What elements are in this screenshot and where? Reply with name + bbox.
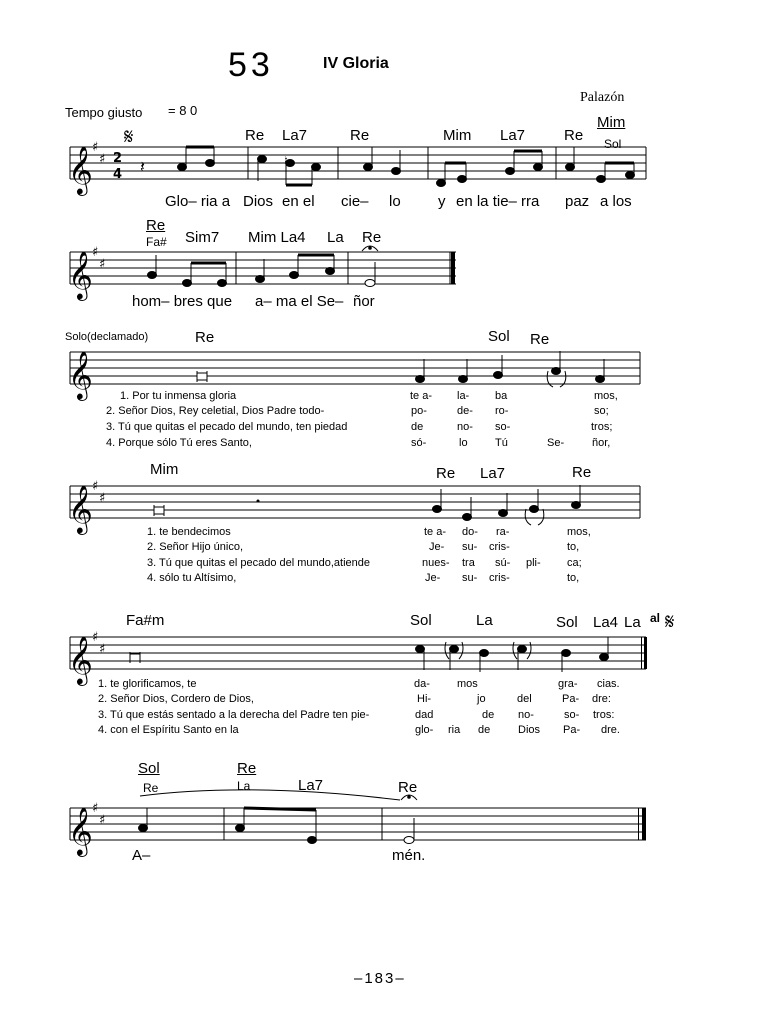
treble-clef-icon: 𝄞 (68, 635, 93, 684)
syllable: só- (411, 437, 427, 449)
syllable: dad (415, 709, 434, 721)
chord-symbol: Re (572, 464, 592, 481)
syllable: sú- (495, 557, 511, 569)
chord-symbol: Re (530, 331, 550, 348)
chord-symbol-bass: La (237, 779, 251, 793)
syllable: de (482, 709, 495, 721)
syllable: ria (448, 724, 461, 736)
syllable: del (517, 693, 532, 705)
chord-symbol: Sol (410, 612, 432, 629)
time-signature (113, 151, 122, 182)
lyric-syllable: ñor (353, 293, 375, 310)
syllable: to, (567, 541, 580, 553)
chord-symbol: Sol (488, 328, 510, 345)
lyric-syllable: lo (389, 193, 401, 210)
lyric-syllable: A– (132, 847, 151, 864)
verse-text: 3. Tú que estás sentado a la derecha del Padre ten pie- (98, 709, 370, 721)
chord-symbol: Re (362, 229, 382, 246)
syllable: tros: (593, 709, 615, 721)
chord-symbol: La (476, 612, 493, 629)
syllable: Tú (495, 437, 508, 449)
syllable: Je- (425, 572, 441, 584)
syllable: to, (567, 572, 580, 584)
chord-symbol: La7 (480, 465, 506, 482)
syllable: te a- (424, 526, 447, 538)
chord-symbol: Re (564, 127, 584, 144)
syllable: no- (457, 421, 473, 433)
syllable: ro- (495, 405, 509, 417)
syllable: cias. (597, 678, 620, 690)
chord-symbol: La7 (282, 127, 308, 144)
syllable: so- (495, 421, 511, 433)
chord-symbol: Sol (556, 614, 578, 631)
sharp-icon: ♯ (92, 630, 99, 645)
tempo-marking: Tempo giusto (65, 105, 143, 120)
syllable: la- (457, 390, 470, 402)
syllable: no- (518, 709, 534, 721)
svg-text:4: 4 (113, 167, 123, 182)
chord-symbol-bass: Sol (604, 137, 622, 151)
treble-clef-icon: 𝄞 (68, 806, 93, 855)
syllable: Pa- (563, 724, 581, 736)
chord-symbol: La7 (298, 777, 324, 794)
chord-symbol: La (624, 614, 641, 631)
syllable: Se- (547, 437, 565, 449)
chord-symbol: Re (245, 127, 265, 144)
lyric-syllable: cie– (341, 193, 369, 210)
metronome-value: = 8 0 (168, 103, 198, 118)
syllable: te a- (410, 390, 433, 402)
chord-symbol-top: Mim (597, 114, 626, 131)
sharp-icon: ♯ (99, 813, 106, 828)
verse-text: 4. sólo tu Altísimo, (147, 572, 237, 584)
chord-symbol: La4 (593, 614, 619, 631)
lyric-syllable: paz (565, 193, 590, 210)
syllable: de (411, 421, 424, 433)
chord-symbol: La (327, 229, 344, 246)
syllable: gra- (558, 678, 578, 690)
staff-system-5 (70, 637, 646, 669)
lyric-syllable: en el (282, 193, 315, 210)
syllable: mos, (567, 526, 591, 538)
syllable: Je- (429, 541, 445, 553)
svg-text:2: 2 (113, 151, 123, 166)
syllable: ca; (567, 557, 582, 569)
chord-symbol-top: Re (146, 217, 166, 234)
sharp-icon: ♯ (92, 801, 99, 816)
syllable: do- (462, 526, 478, 538)
section-label: Solo(declamado) (65, 331, 149, 343)
syllable: tra (462, 557, 475, 569)
hymn-number: 53 (228, 46, 274, 84)
verse-text: 3. Tú que quitas el pecado del mundo,atiende (147, 557, 371, 569)
verse-text: 1. te bendecimos (147, 526, 231, 538)
syllable: Pa- (562, 693, 580, 705)
notes-system-1 (140, 147, 635, 187)
syllable: mos, (594, 390, 618, 402)
syllable: mos (457, 678, 478, 690)
lyric-syllable: Dios (243, 193, 274, 210)
syllable: cris- (489, 541, 510, 553)
al-segno-label: al (650, 611, 661, 625)
syllable: da- (414, 678, 430, 690)
syllable: Dios (518, 724, 541, 736)
treble-clef-icon: 𝄞 (68, 145, 93, 194)
verse-text: 1. te glorificamos, te (98, 678, 197, 690)
lyric-syllable: hom– bres que (132, 293, 233, 310)
verse-text: 2. Señor Dios, Cordero de Dios, (98, 693, 254, 705)
syllable: jo (477, 693, 486, 705)
chord-symbol-top: Sol (138, 760, 160, 777)
composer-name: Palazón (580, 90, 625, 105)
chord-symbol: Re (195, 329, 215, 346)
lyric-syllable: en la tie– rra (456, 193, 540, 210)
lyric-syllable: mén. (392, 847, 426, 864)
chord-symbol: La7 (500, 127, 526, 144)
svg-text:♮: ♮ (284, 154, 288, 167)
syllable: so- (564, 709, 580, 721)
verse-text: 1. Por tu inmensa gloria (120, 390, 237, 402)
staff-system-1 (70, 147, 646, 179)
syllable: tros; (591, 421, 613, 433)
sharp-icon: ♯ (99, 152, 106, 167)
page-number: –183– (354, 970, 406, 987)
chord-symbol-bass: Fa# (146, 235, 167, 249)
sharp-icon: ♯ (99, 642, 106, 657)
syllable: nues- (422, 557, 450, 569)
lyric-syllable: Glo– ria a (165, 193, 231, 210)
lyric-syllable: y (438, 193, 446, 210)
chord-symbol: Mim (150, 461, 179, 478)
syllable: po- (411, 405, 427, 417)
verse-text: 2. Señor Dios, Rey celetial, Dios Padre todo- (106, 405, 325, 417)
sharp-icon: ♯ (99, 491, 106, 506)
verse-text: 4. Porque sólo Tú eres Santo, (106, 437, 252, 449)
syllable: pli- (526, 557, 541, 569)
segno-icon: 𝄋 (665, 610, 675, 635)
syllable: ñor, (592, 437, 611, 449)
chord-symbol: Re (436, 465, 456, 482)
notes-system-6 (139, 790, 418, 844)
segno-icon: 𝄋 (124, 125, 134, 150)
syllable: su- (462, 572, 478, 584)
syllable: dre: (592, 693, 611, 705)
syllable: Hi- (417, 693, 432, 705)
chord-symbol: Mim La4 (248, 229, 306, 246)
treble-clef-icon: 𝄞 (68, 484, 93, 533)
syllable: dre. (601, 724, 620, 736)
verse-text: 4. con el Espíritu Santo en la (98, 724, 239, 736)
sharp-icon: ♯ (99, 257, 106, 272)
sharp-icon: ♯ (92, 140, 99, 155)
sharp-icon: ♯ (92, 479, 99, 494)
notes-system-4 (154, 485, 581, 525)
syllable: ra- (496, 526, 510, 538)
chord-symbol-bass: Re (143, 781, 159, 795)
chord-symbol: Re (398, 779, 418, 796)
syllable: so; (594, 405, 609, 417)
chord-symbol: Mim (443, 127, 472, 144)
treble-clef-icon: 𝄞 (68, 250, 93, 299)
chord-symbol: Re (350, 127, 370, 144)
notes-system-5 (130, 637, 609, 672)
syllable: de (478, 724, 491, 736)
syllable: glo- (415, 724, 434, 736)
syllable: cris- (489, 572, 510, 584)
verse-text: 3. Tú que quitas el pecado del mundo, ten piedad (106, 421, 348, 433)
treble-clef-icon: 𝄞 (68, 350, 93, 399)
notes-system-3 (197, 351, 605, 387)
syllable: lo (459, 437, 468, 449)
lyric-syllable: a– ma el Se– (255, 293, 344, 310)
syllable: su- (462, 541, 478, 553)
syllable: ba (495, 390, 508, 402)
chord-symbol-top: Re (237, 760, 257, 777)
rest-icon: 𝄽 (140, 157, 145, 176)
staff-system-6 (70, 808, 646, 840)
chord-symbol: Fa#m (126, 612, 165, 629)
sharp-icon: ♯ (92, 245, 99, 260)
lyric-syllable: a los (600, 193, 632, 210)
syllable: de- (457, 405, 473, 417)
hymn-title: IV Gloria (323, 55, 389, 72)
verse-text: 2. Señor Hijo único, (147, 541, 243, 553)
chord-symbol: Sim7 (185, 229, 220, 246)
